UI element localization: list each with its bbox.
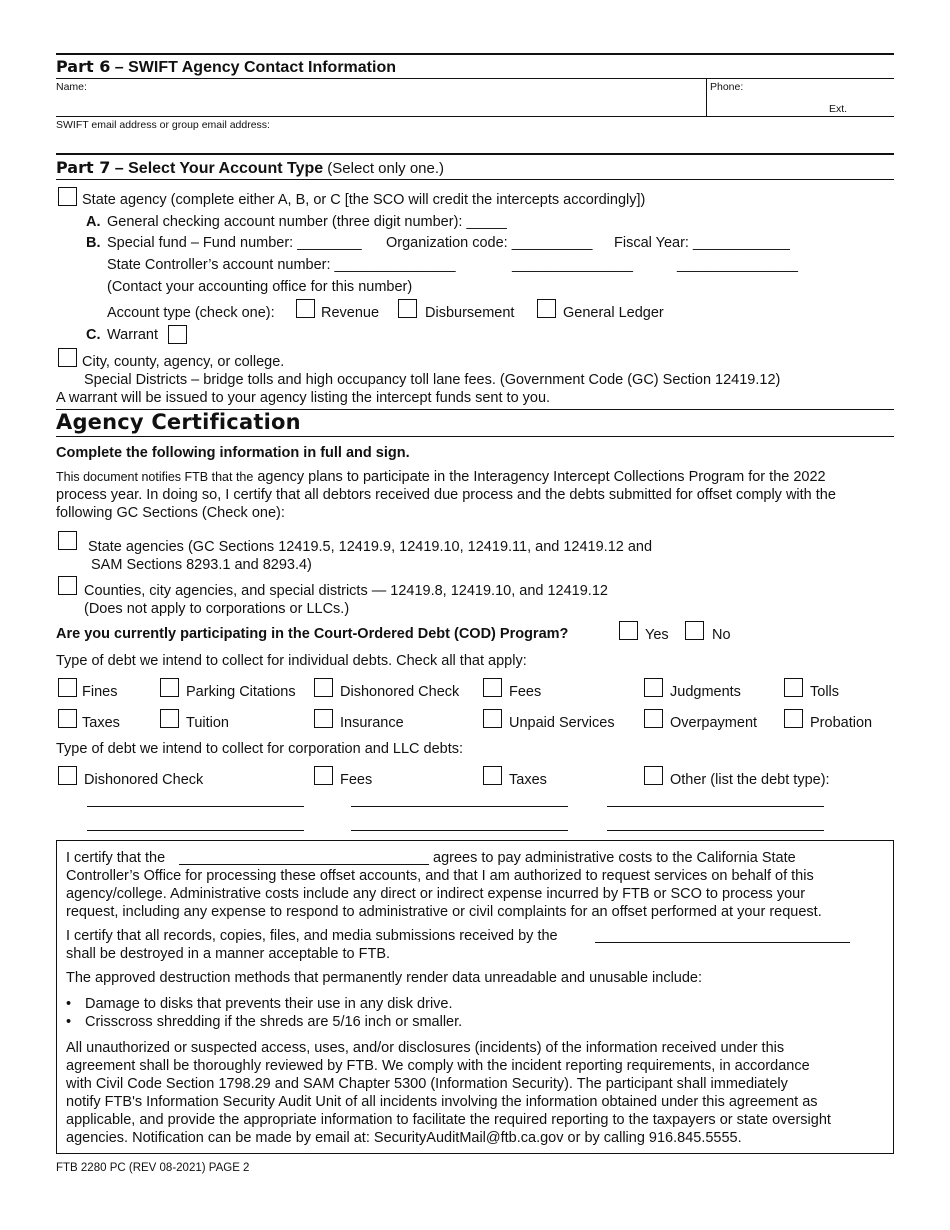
- parking-citations-label: Parking Citations: [186, 684, 296, 700]
- parking-citations-checkbox[interactable]: [160, 678, 179, 697]
- cert-title-rule: [56, 436, 894, 437]
- city-county-label: City, county, agency, or college.: [82, 354, 285, 370]
- phone-label: Phone:: [710, 81, 744, 93]
- ext-label: Ext.: [829, 103, 848, 115]
- corp-taxes-checkbox[interactable]: [483, 766, 502, 785]
- part6-title-rule: [56, 78, 894, 79]
- unpaid-services-label: Unpaid Services: [509, 715, 615, 731]
- agency-records-blank[interactable]: [595, 942, 850, 943]
- fines-checkbox[interactable]: [58, 678, 77, 697]
- corp-dishonored-check-checkbox[interactable]: [58, 766, 77, 785]
- fiscal-year-field[interactable]: Fiscal Year: ____________: [614, 235, 790, 251]
- sco-account-field-2[interactable]: _______________: [512, 257, 633, 273]
- incident-paragraph: [66, 1039, 884, 1147]
- corp-other-checkbox[interactable]: [644, 766, 663, 785]
- tolls-checkbox[interactable]: [784, 678, 803, 697]
- account-type-label: Account type (check one):: [107, 305, 275, 321]
- organization-code-field[interactable]: Organization code: __________: [386, 235, 593, 251]
- city-county-checkbox[interactable]: [58, 348, 77, 367]
- state-agency-checkbox[interactable]: [58, 187, 77, 206]
- warrant-checkbox[interactable]: [168, 325, 187, 344]
- name-label: Name:: [56, 81, 87, 93]
- counties-text: [84, 582, 608, 618]
- form-footer: FTB 2280 PC (REV 08-2021) PAGE 2: [56, 1162, 250, 1174]
- agency-name-blank[interactable]: [179, 864, 429, 865]
- other-debt-line[interactable]: [607, 806, 824, 807]
- incident-line: applicable, and provide the appropriate information to facilitate the required reporting to the taxpayers or state oversight: [66, 1112, 831, 1128]
- cost-line-2: Controller’s Office for processing these offset accounts, and that I am authorized to request services on behalf of this: [66, 868, 814, 884]
- state-agencies-checkbox[interactable]: [58, 531, 77, 550]
- destruction-bullets: [66, 995, 884, 1031]
- sco-account-field-3[interactable]: _______________: [677, 257, 798, 273]
- intro-line-3: following GC Sections (Check one):: [56, 505, 285, 521]
- probation-checkbox[interactable]: [784, 709, 803, 728]
- individual-debt-prompt: Type of debt we intend to collect for individual debts. Check all that apply:: [56, 653, 527, 669]
- option-a-letter: A.: [86, 214, 101, 230]
- cod-question: Are you currently participating in the Court-Ordered Debt (COD) Program?: [56, 626, 569, 642]
- bullet-item: • Damage to disks that prevents their use in any disk drive.: [66, 996, 453, 1012]
- contact-note: (Contact your accounting office for this number): [107, 279, 413, 295]
- warrant-label: Warrant: [107, 327, 159, 343]
- records-paragraph: [66, 927, 884, 963]
- corp-dishonored-check-label: Dishonored Check: [84, 772, 204, 788]
- intro-small: This document notifies FTB that the: [56, 470, 254, 484]
- option-c-letter: C.: [86, 327, 101, 343]
- fees-checkbox[interactable]: [483, 678, 502, 697]
- other-debt-line[interactable]: [607, 830, 824, 831]
- cod-yes-label: Yes: [645, 627, 669, 643]
- destruction-methods: The approved destruction methods that permanently render data unreadable and unusable include:: [66, 970, 703, 986]
- sco-account-field[interactable]: State Controller’s account number: _______________: [107, 257, 456, 273]
- revenue-checkbox[interactable]: [296, 299, 315, 318]
- dishonored-check-checkbox[interactable]: [314, 678, 333, 697]
- state-agencies-line-2: SAM Sections 8293.1 and 8293.4): [91, 557, 312, 573]
- judgments-checkbox[interactable]: [644, 678, 663, 697]
- agency-certification-heading: Agency Certification: [56, 410, 301, 434]
- overpayment-checkbox[interactable]: [644, 709, 663, 728]
- intro-rest: agency plans to participate in the Interagency Intercept Collections Program for the 2022: [253, 469, 826, 485]
- cod-no-checkbox[interactable]: [685, 621, 704, 640]
- incident-line: agreement shall be thoroughly reviewed by FTB. We comply with the incident reporting requirements, in accordance: [66, 1058, 810, 1074]
- corp-debt-prompt: Type of debt we intend to collect for corporation and LLC debts:: [56, 741, 464, 757]
- general-ledger-label: General Ledger: [563, 305, 664, 321]
- part7-title-rule: [56, 179, 894, 180]
- counties-line-1: Counties, city agencies, and special districts — 12419.8, 12419.10, and 12419.12: [84, 583, 608, 599]
- incident-line: with Civil Code Section 1798.29 and SAM Chapter 5300 (Information Security). The participant shall immediately: [66, 1076, 788, 1092]
- swift-email-label: SWIFT email address or group email address:: [56, 119, 270, 131]
- fund-number-field[interactable]: Special fund – Fund number: ________: [107, 235, 362, 251]
- taxes-label: Taxes: [82, 715, 120, 731]
- disbursement-label: Disbursement: [425, 305, 515, 321]
- warrant-note: A warrant will be issued to your agency listing the intercept funds sent to you.: [56, 390, 551, 406]
- overpayment-label: Overpayment: [670, 715, 758, 731]
- corp-taxes-label: Taxes: [509, 772, 547, 788]
- cod-yes-checkbox[interactable]: [619, 621, 638, 640]
- state-agencies-line-1: State agencies (GC Sections 12419.5, 12419.9, 12419.10, 12419.11, and 12419.12 and: [88, 539, 653, 555]
- incident-line: All unauthorized or suspected access, uses, and/or disclosures (incidents) of the information received under this: [66, 1040, 785, 1056]
- fines-label: Fines: [82, 684, 118, 700]
- records-line-1: I certify that all records, copies, files, and media submissions received by the: [66, 928, 558, 944]
- cost-line-1b: agrees to pay administrative costs to the California State: [433, 850, 796, 866]
- corp-fees-label: Fees: [340, 772, 373, 788]
- other-debt-line[interactable]: [351, 806, 568, 807]
- part6-top-rule: [56, 53, 894, 55]
- part6-name-rule: [56, 116, 894, 117]
- general-ledger-checkbox[interactable]: [537, 299, 556, 318]
- counties-line-2: (Does not apply to corporations or LLCs.): [84, 601, 350, 617]
- judgments-label: Judgments: [670, 684, 741, 700]
- bullet-item: • Crisscross shredding if the shreds are 5/16 inch or smaller.: [66, 1014, 463, 1030]
- insurance-checkbox[interactable]: [314, 709, 333, 728]
- option-b-letter: B.: [86, 235, 101, 251]
- complete-instruction: Complete the following information in full and sign.: [56, 445, 410, 461]
- cert-intro: [56, 468, 894, 522]
- insurance-label: Insurance: [340, 715, 404, 731]
- taxes-checkbox[interactable]: [58, 709, 77, 728]
- part6-title: Part 6 – SWIFT Agency Contact Information: [56, 57, 396, 76]
- counties-checkbox[interactable]: [58, 576, 77, 595]
- corp-other-label: Other (list the debt type):: [670, 772, 830, 788]
- part7-top-rule: [56, 153, 894, 155]
- part7-title: Part 7 – Select Your Account Type (Select only one.): [56, 158, 445, 177]
- fees-label: Fees: [509, 684, 542, 700]
- tolls-label: Tolls: [810, 684, 840, 700]
- revenue-label: Revenue: [321, 305, 380, 321]
- other-debt-line[interactable]: [87, 830, 304, 831]
- corp-fees-checkbox[interactable]: [314, 766, 333, 785]
- cost-paragraph: [66, 849, 884, 921]
- cost-line-3: agency/college. Administrative costs include any direct or indirect expense incurred by FTB or SCO to process your: [66, 886, 806, 902]
- cod-no-label: No: [712, 627, 731, 643]
- records-line-2: shall be destroyed in a manner acceptable to FTB.: [66, 946, 391, 962]
- state-agency-label: State agency (complete either A, B, or C [the SCO will credit the intercepts accordingly]): [82, 192, 646, 208]
- incident-line: notify FTB's Information Security Audit Unit of all incidents involving the information obtained under this agreement as: [66, 1094, 818, 1110]
- option-a-text: General checking account number (three digit number): _____: [107, 214, 507, 230]
- tuition-label: Tuition: [186, 715, 229, 731]
- cost-line-1a: I certify that the: [66, 850, 166, 866]
- state-agencies-text: [88, 538, 652, 574]
- incident-line: agencies. Notification can be made by email at: SecurityAuditMail@ftb.ca.gov or by calling 916.845.5555.: [66, 1130, 742, 1146]
- unpaid-services-checkbox[interactable]: [483, 709, 502, 728]
- phone-divider: [706, 78, 707, 117]
- special-districts-text: Special Districts – bridge tolls and high occupancy toll lane fees. (Government Code (GC) Section 12419.12): [84, 372, 781, 388]
- probation-label: Probation: [810, 715, 873, 731]
- dishonored-check-label: Dishonored Check: [340, 684, 460, 700]
- other-debt-line[interactable]: [87, 806, 304, 807]
- other-debt-line[interactable]: [351, 830, 568, 831]
- cost-line-4: request, including any expense to respond to administrative or civil complaints for an offset performed at your request.: [66, 904, 822, 920]
- intro-line-2: process year. In doing so, I certify that all debtors received due process and the debts submitted for offset comply with the: [56, 487, 836, 503]
- disbursement-checkbox[interactable]: [398, 299, 417, 318]
- tuition-checkbox[interactable]: [160, 709, 179, 728]
